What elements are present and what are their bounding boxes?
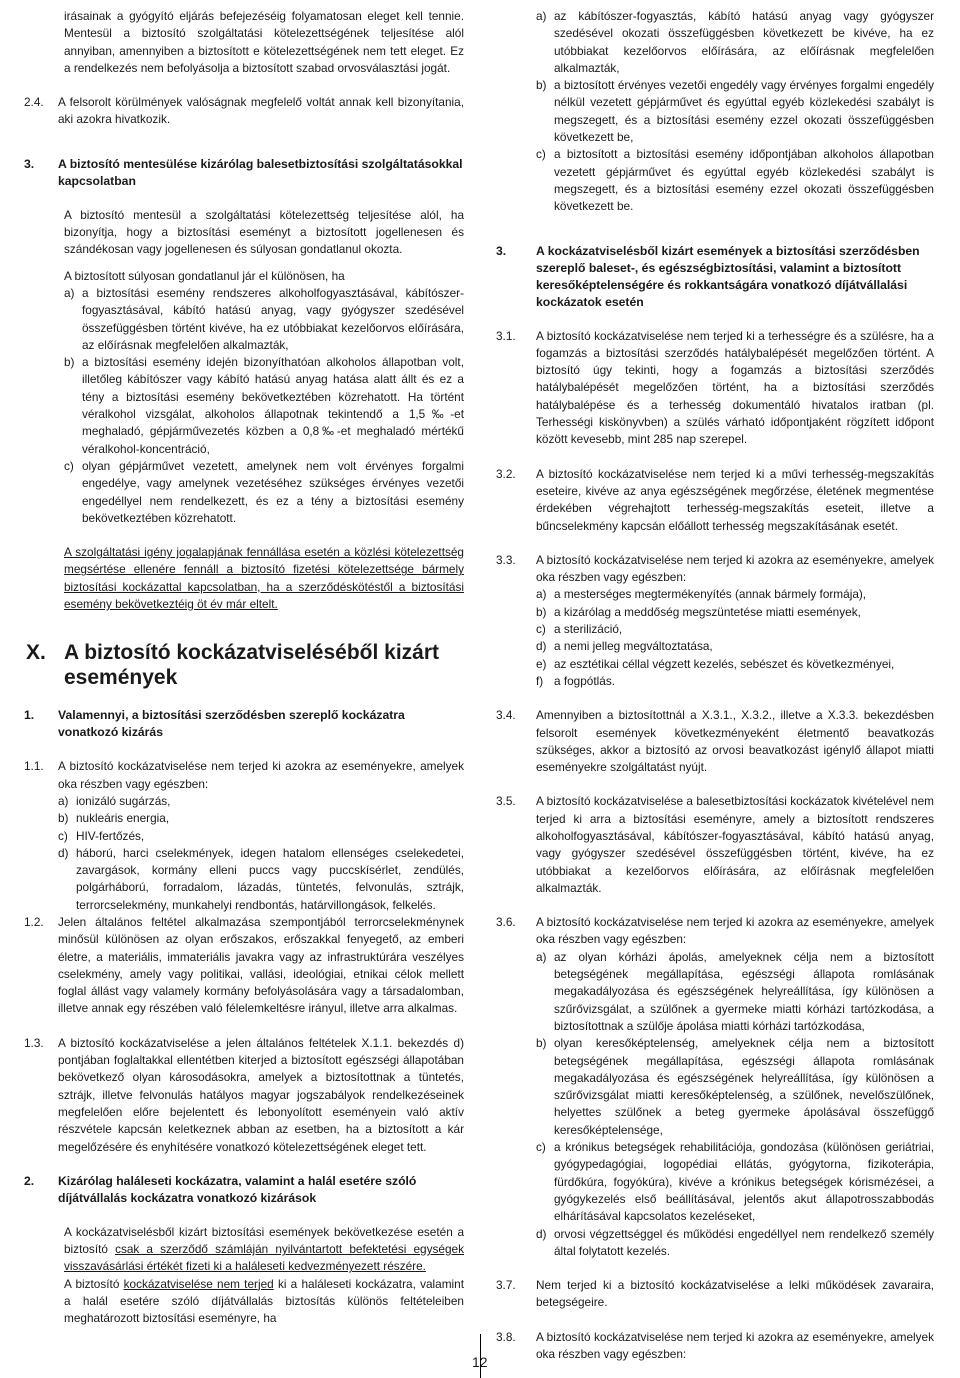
section-title: Kizárólag haláleseti kockázatra, valamint a halál esetére szóló díjátvállalás kockázatra vonatkozó kizárások <box>58 1173 417 1205</box>
left-column <box>24 8 465 1328</box>
paragraph: A biztosító mentesül a szolgáltatási kötelezettség teljesítése alól, ha bizonyítja, hogy a biztosítási eseményt a biztosított jogellenesen és szándékosan vagy jogellenesen és súlyosan gondatlanul okozta. <box>64 207 464 257</box>
section-3-8 <box>496 1329 934 1364</box>
section-text: A biztosító kockázatviselése nem terjed ki azokra az eseményekre, amelyek oka részben vagy egészben: <box>536 915 934 947</box>
list-item: c) HIV-fertőzés, <box>58 828 145 843</box>
list-item: e) az esztétikai céllal végzett kezelés, sebészet és következményei, <box>536 656 895 671</box>
section-3-heading <box>24 156 464 190</box>
section-number: 3.5. <box>496 794 516 809</box>
section-3-heading-right <box>496 243 934 311</box>
chapter-number: X. <box>26 641 46 665</box>
list-item: d) orvosi végzettséggel és működési engedéllyel nem rendelkező személy által folytatott kezelés. <box>536 1226 934 1258</box>
section-text: Nem terjed ki a biztosító kockázatviselése a lelki működések zavaraira, betegségeire. <box>536 1278 934 1310</box>
section-text: A biztosító kockázatviselése nem terjed ki a művi terhesség-megszakítás eseteire, kivéve az anya egészségének megőrzése, életének megmentése érdekében végrehajtott terhesség-megszakítás eseteit, illetve a bűncselekmény kapcsán előállott terhesség megszakításának esetét. <box>536 466 934 533</box>
section-number: 1. <box>24 708 35 723</box>
right-column <box>496 8 934 1363</box>
section-text: A biztosító kockázatviselése nem terjed ki azokra az eseményekre, amelyek oka részben vagy egészben: <box>536 1329 934 1361</box>
section-1-2 <box>24 914 464 1018</box>
section-1-1 <box>24 758 464 914</box>
section-3-7 <box>496 1277 934 1312</box>
list-negligence <box>64 285 464 527</box>
list-item: c) a krónikus betegségek rehabilitációja, gondozása (különösen geriátriai, gyógypedagógiai, logopédiai ellátás, gyógytorna, fizikoterápia, fürdőkúra, fogyókúra), kivéve a krónikus betegségek kórismézései, a gyógykezelés első beállításával, jelentős akut állapotrosszabbodás elhárításával kapcsolatos kezeléseket, <box>536 1140 934 1224</box>
list-item: a) a mesterséges megtermékenyítés (annak bármely formája), <box>536 587 867 602</box>
list-item: d) a nemi jelleg megváltoztatása, <box>536 639 713 654</box>
paragraph: A biztosított súlyosan gondatlanul jár el különösen, ha <box>64 268 345 283</box>
list-item: c) olyan gépjárművet vezetett, amelynek nem volt érvényes forgalmi engedélye, vagy amelynek vezetéséhez szükséges érvényes vezetői engedéllyel nem rendelkezett, és ez a tény a biztosítási esemény bekövetkeztében közrehatott. <box>64 458 464 525</box>
list-item: f) a fogpótlás. <box>536 673 615 688</box>
section-3-4 <box>496 707 934 776</box>
section-2-heading <box>24 1173 464 1207</box>
section-text: A biztosító kockázatviselése a jelen általános feltételek X.1.1. bekezdés d) pontjában foglaltakkal ellentétben kiterjed a biztosított egészségi állapotában bekövetkező olyan károsodásokra, amelyek a biztosítottnak a tüntetés, sztrájk, illetve felvonulás hatályos magyar jogszabályok rendelkezéseinek megfelelően előre bejelentett és lebonyolított eseményein való aktív részvétele kapcsán keletkeznek abban az esetben, ha a biztosított a kár megelőzésére és enyhítésére vonatkozó kötelezettségének eleget tett. <box>58 1035 464 1154</box>
list-item: a) az kábítószer-fogyasztás, kábító hatású anyag vagy gyógyszer szedésével okozati összefüggésben következett be kivéve, ha ez utóbbiakat kezelőorvos előírására, az előírásnak megfelelően alkalmazták, <box>536 9 934 75</box>
section-number: 2. <box>24 1173 35 1188</box>
section-2-4 <box>24 94 464 129</box>
list-item: b) olyan keresőképtelenség, amelyeknek célja nem a biztosított betegségének megállapítása, egészségi állapota romlásának megakadályozása és egészségének helyreállítása, így különösen a szűrővizsgálat miatti keresőképtelenség, a szülőnek, nevelőszülőnek, helyettes szülőnek a beteg gyermeke ápolásával összefüggő keresőképtelensége, <box>536 1036 934 1137</box>
section-number: 3.3. <box>496 552 516 567</box>
chapter-title: A biztosító kockázatviseléséből kizárt események <box>64 641 440 690</box>
section-number: 1.1. <box>24 759 44 774</box>
chapter-heading <box>26 640 464 690</box>
list-item: b) a biztosított érvényes vezetői engedély vagy érvényes forgalmi engedély nélkül vezetett gépjárművet és egyúttal egyéb közlekedési szabályt is megszegett, és a biztosítási esemény ezzel okozati összefüggésben következett be, <box>536 78 934 145</box>
section-title: A kockázatviselésből kizárt események a biztosítási szerződésben szereplő baleset-, és egészségbiztosítási, valamint a biztosított keresőképtelenségére és rokkantságára vonatkozó díjátvállalási kockázatok esetén <box>536 243 920 309</box>
section-3-5 <box>496 793 934 897</box>
underlined-paragraph: A szolgáltatási igény jogalapjának fennállása esetén a közlési kötelezettség megsértése ellenére fennáll a biztosító fizetési kötelezettsége bármely biztosítási kockázattal kapcsolatban, ha a szerződéskötéstől a biztosítási esemény bekövetkeztéig öt év már eltelt. <box>64 545 464 612</box>
section-text: A biztosító kockázatviselése a balesetbiztosítási kockázatok kivételével nem terjed ki arra a biztosítási eseményre, amely a biztosított rendszeres alkoholfogyasztásával, kábítószer-fogyasztásával, kábító hatású anyag, vagy gyógyszer szedésével összefüggésben történt, kivéve, ha ez utóbbiakat a kezelőorvos előírására, az előírásnak megfelelően alkalmazták. <box>536 794 934 895</box>
section-number: 3.2. <box>496 466 516 481</box>
section-title: A biztosító mentesülése kizárólag balesetbiztosítási szolgáltatásokkal kapcsolatban <box>58 156 463 188</box>
section-number: 3.7. <box>496 1278 516 1293</box>
section-number: 3.8. <box>496 1329 516 1344</box>
section-text: Jelen általános feltétel alkalmazása szempontjából terrorcselekménynek minősül különösen az olyan erőszakos, erőszakkal fenyegető, az emberi életre, a materiális, immateriális javakra vagy az infrastruktúrára veszélyes cselekmény, amely vagy politikai, vallási, ideológiai, etnikai célok mellett foglal állást vagy valamely kormány befolyásolására vagy a társadalomban, illetve annak egy részében való félelemkeltésre irányul, illetve arra alkalmas. <box>58 914 464 1016</box>
list-item: a) ionizáló sugárzás, <box>58 793 171 808</box>
section-3-6 <box>496 914 934 1260</box>
section-1-3 <box>24 1035 464 1156</box>
section-number: 3. <box>496 243 507 258</box>
list-exclusions-top <box>496 8 934 216</box>
section-3-2 <box>496 466 934 535</box>
list-item: c) a sterilizáció, <box>536 622 623 637</box>
list-item: a) a biztosítási esemény rendszeres alkoholfogyasztásával, kábítószer-fogyasztásával, kábító hatású anyag, vagy gyógyszer szedésével összefüggésben történt kivéve, ha ez utóbbiakat kezelőorvos előírására, az előírásnak megfelelően alkalmazták, <box>64 285 464 352</box>
section-1-heading <box>24 707 464 741</box>
section-text: Amennyiben a biztosítottnál a X.3.1., X.3.2., illetve a X.3.3. bekezdésben felsorolt események következményeként életmentő beavatkozás szükséges, akkor a biztosító az orvosi beavatkozást igénylő állapot miatti eseményekre szolgáltatást nyújt. <box>536 708 934 775</box>
section-number: 3.4. <box>496 708 516 723</box>
list-item: b) a kizárólag a meddőség megszüntetése miatti események, <box>536 604 861 619</box>
section-number: 3. <box>24 156 35 171</box>
section-number: 1.3. <box>24 1035 44 1050</box>
list-item: b) nukleáris energia, <box>58 811 170 826</box>
section-text: A felsorolt körülmények valóságnak megfelelő voltát annak kell bizonyítania, aki azokra hivatkozik. <box>58 95 464 127</box>
list-item: a) az olyan kórházi ápolás, amelyeknek célja nem a biztosított betegségének megállapítása, egészségi állapota romlásának megakadályozása és egészségének helyreállítása, így különösen a szűrővizsgálat, a szülőnek a gyermeke miatti kórházi tartózkodása, a biztosítottnak a szülője ápolása miatti kórházi tartózkodása, <box>536 949 934 1033</box>
list-item: c) a biztosított a biztosítási esemény időpontjában alkoholos állapotban vezetett gépjárművet és egyúttal egyéb közlekedési szabályt is megszegett, és a biztosítási esemény ezzel okozati összefüggésben következett be. <box>536 147 934 214</box>
list-item: d) háború, harci cselekmények, idegen hatalom ellenséges cselekedetei, zavargások, kormány elleni puccs vagy puccskísérlet, zendülés, polgárháború, forradalom, lázadás, tüntetés, felvonulás, sztrájk, terrorcselekmény, munkahelyi rendbontás, határvillongások, felkelés. <box>58 845 464 912</box>
section-number: 1.2. <box>24 914 44 929</box>
section-3-1 <box>496 328 934 449</box>
paragraph: A biztosító kockázatviselése nem terjed ki a haláleseti kockázatra, valamint a halál esetére szóló díjátvállalás biztosítás különös feltételeiben meghatározott biztosítási eseményre, ha <box>64 1276 465 1326</box>
page-number: 12 <box>472 1354 488 1370</box>
section-number: 3.1. <box>496 328 516 343</box>
paragraph: A kockázatviselésből kizárt biztosítási események bekövetkezése esetén a biztosító csak a szerződő számláján nyilvántartott befektetési egységek visszavásárlási értékét fizeti ki a haláleseti kedvezményezett részére. <box>64 1224 464 1274</box>
section-text: A biztosító kockázatviselése nem terjed ki a terhességre és a szülésre, ha a fogamzás a biztosítási szerződés hatálybalépését megelőzően történt. A biztosító úgy tekinti, hogy a fogamzás a biztosítási szerződés hatálybalépését megelőzően történt, ha a biztosítási szerződés hatálybalépése és a terhesség dokumentáló hivatalos iratban (pl. Terhességi kiskönyvben) a szülés várható időpontjaként rögzített időpont között kevesebb, mint 285 nap szerepel. <box>536 328 934 447</box>
paragraph-continued: irásainak a gyógyító eljárás befejezéséig folyamatosan eleget kell tennie. Mentesül a biztosító szolgáltatási kötelezettségének teljesítése alól annyiban, amennyiben a biztosított e kötelezettségének nem tett eleget. Ez a rendelkezés nem befolyásolja a biztosított szabad orvosválasztási jogát. <box>64 9 464 75</box>
section-number: 3.6. <box>496 915 516 930</box>
section-3-3 <box>496 552 934 690</box>
section-title: Valamennyi, a biztosítási szerződésben szereplő kockázatra vonatkozó kizárás <box>58 708 405 740</box>
list-item: b) a biztosítási esemény idején bizonyíthatóan alkoholos állapotban volt, illetőleg kábítószer vagy kábító hatású anyag hatása alatt állt és ez a tény a biztosítási esemény bekövetkeztében közrehatott. Ha történt véralkohol vizsgálat, alkoholos állapotnak tekintendő a 1,5‰-et meghaladó, gépjárművezetés közben a 0,8‰-et meghaladó mértékű véralkohol-koncentráció, <box>64 355 464 456</box>
section-text: A biztosító kockázatviselése nem terjed ki azokra az eseményekre, amelyek oka részben vagy egészben: <box>58 759 464 791</box>
section-number: 2.4. <box>24 95 44 110</box>
section-text: A biztosító kockázatviselése nem terjed ki azokra az eseményekre, amelyek oka részben vagy egészben: <box>536 552 934 585</box>
